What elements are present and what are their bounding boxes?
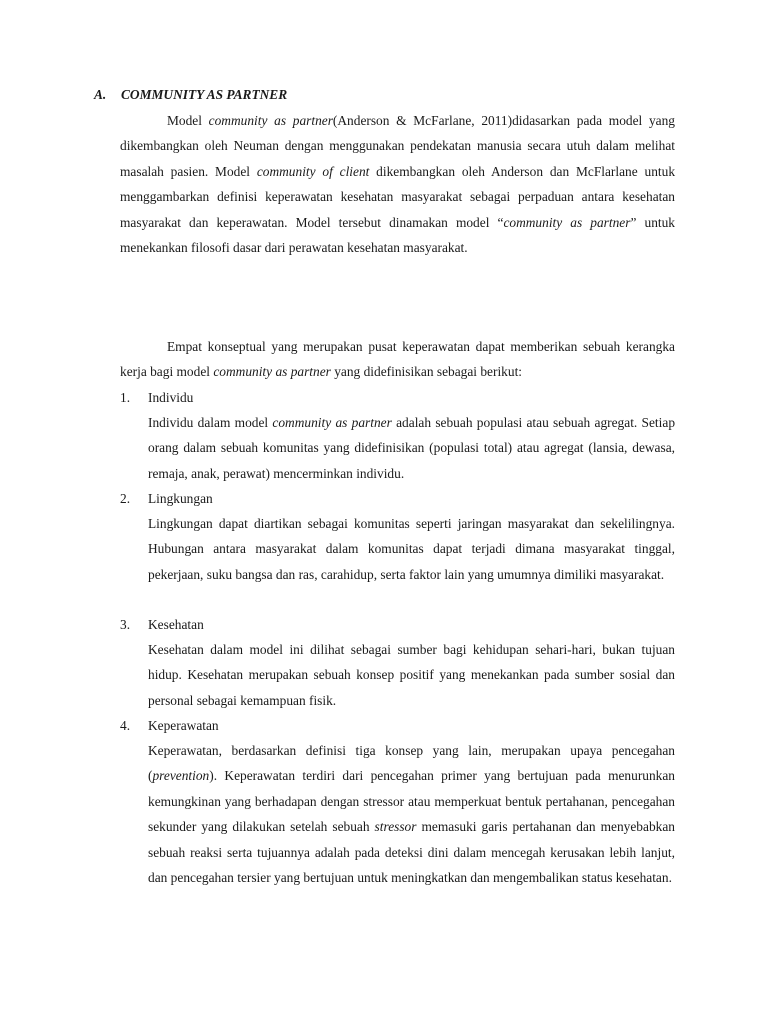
list-number: 3. [120,617,131,632]
text-run: Lingkungan dapat diartikan sebagai komunitas seperti jaringan masyarakat dan sekelilingnya. Hubungan antara masyarakat dalam komunitas dapat terjadi dimana masyarakat tinggal, pekerjaan, suku bangsa dan ras, carahidup, serta faktor lain yang umumnya dimiliki masyarakat. [148,516,675,582]
text-run: Model [167,113,209,128]
list-item-title [120,612,204,637]
list-number: 2. [120,491,131,506]
list-number: 1. [120,390,131,405]
text-run: Individu dalam model [148,415,273,430]
list-item-body [148,410,675,486]
italic-term: community as partner [213,364,331,380]
text-run: (Anderson & McFarlane, 2011)didasarkan pada model yang dikembangkan oleh Neuman dengan menggunakan pendekatan manusia secara utuh dalam melihat masalah pasien. Model [120,113,675,179]
list-item-body [148,738,675,890]
italic-term: community of client [256,163,370,179]
italic-term: community as partner [208,113,333,128]
list-item-title [120,713,219,738]
list-title: Lingkungan [148,491,213,506]
list-item-title [120,486,213,511]
list-title: Keperawatan [148,718,219,733]
italic-term: community as partner [503,214,631,230]
section-title: COMMUNITY AS PARTNER [121,87,288,102]
concepts-paragraph [120,334,675,385]
section-letter: A. [94,87,107,102]
list-title: Individu [148,390,194,405]
italic-term: prevention [152,768,210,784]
text-run: dikembangkan oleh Anderson dan McFlarlane untuk menggambarkan definisi keperawatan kesehatan masyarakat sebagai perpaduan antara kesehatan masyarakat dan keperawatan. Model tersebut dinamakan model “ [120,163,676,230]
list-item-body [148,511,675,587]
list-title: Kesehatan [148,617,204,632]
text-run: ” untuk menekankan filosofi dasar dari perawatan kesehatan masyarakat. [120,214,676,256]
text-run: yang didefinisikan sebagai berikut: [330,364,523,380]
text-run: memasuki garis pertahanan dan menyebabkan sebuah reaksi serta tujuannya adalah pada deteksi dini dalam mencegah kerusakan lebih lanjut, dan pencegahan tersier yang bertujuan untuk meningkatkan dan mengembalikan status kesehatan. [148,819,675,886]
text-run: Empat konseptual yang merupakan pusat keperawatan dapat memberikan sebuah kerangka kerja bagi model [120,339,675,380]
list-item-title [120,385,193,410]
text-run: adalah sebuah populasi atau sebuah agregat. Setiap orang dalam sebuah komunitas yang didefinisikan (populasi total) atau agregat (lansia, dewasa, remaja, anak, perawat) mencerminkan individu. [148,415,676,481]
text-run: Kesehatan dalam model ini dilihat sebagai sumber bagi kehidupan sehari-hari, bukan tujuan hidup. Kesehatan merupakan sebuah konsep positif yang menekankan pada sumber sosial dan personal sebagai kemampuan fisik. [148,642,675,708]
list-item-body [148,637,675,713]
section-heading [94,87,287,103]
intro-paragraph [120,108,675,260]
text-run: Keperawatan, berdasarkan definisi tiga konsep yang lain, merupakan upaya pencegahan ( [148,743,675,784]
italic-term: community as partner [272,415,392,430]
list-number: 4. [120,718,131,733]
italic-term: stressor [374,819,417,835]
text-run: ). Keperawatan terdiri dari pencegahan primer yang bertujuan pada menurunkan kemungkinan yang berhadapan dengan stressor atau memperkuat bentuk pertahanan, pencegahan sekunder yang dilakukan setelah sebuah [148,768,675,835]
